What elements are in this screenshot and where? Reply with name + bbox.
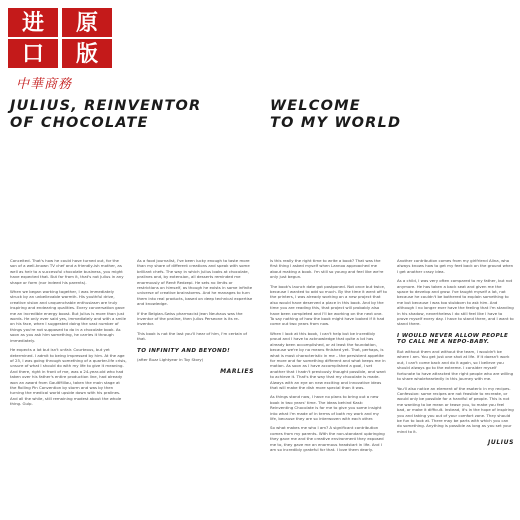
paragraph: As things stand now, I have no plans to bring out a new book in two years' time. The ideas behind Kask: Reinventing Chocolate is for me to give you some insight into what I'm made of in terms of both my work and my life, because they are so interwoven with each other. [270, 394, 382, 421]
paragraph: But without them and without the team, I wouldn't be where I am. You get just one shot at life. If it doesn't work out, I can't come back and do it again, so I believe you should always go to the extreme. I consider myself fortunate to have attracted the right people who are willing to share wholeheartedly in this journey with me. [397, 349, 514, 382]
heading-line: OF CHOCOLATE [10, 115, 149, 131]
heading-line: JULIUS, REINVENTOR [10, 98, 202, 114]
subheading: I WOULD NEVER ALLOW PEOPLE TO CALL ME A NEPO-BABY. [397, 332, 509, 346]
heading-line: TO MY WORLD [270, 115, 402, 131]
logo-char-4: 版 [62, 39, 112, 68]
paragraph: You'll also notice an element of the esoteric in my recipes. Confession: some recipes are not feasible to recreate, or would only be possible for a handful of people. This is not me wanting to be mean or tease you, to make you feel bad, or make it difficult. Instead, it's in the hope of inspiring you and taking you out of your comfort zone. They should be fun to look at. There may be parts with which you can do something. Anything is possible as long as you set your mind to it. [397, 385, 514, 434]
right-column-2 [397, 258, 514, 456]
paragraph: As a child, I was very often compared to my father, but not anymore. He has taken a back seat and given me the space to develop and grow. I've taught myself a lot, not because he couldn't be bothered to explain something to me but because I was too stubborn to ask him. And although I no longer ever have the feeling that I'm standing in his shadow, nevertheless I do still feel like I have to prove myself every day. I have to stand there, and I want to stand there. [397, 278, 514, 327]
paragraph: This book is not the last you'll hear of him, I'm certain of that. [137, 330, 248, 342]
author-signature: JULIUS [488, 439, 514, 447]
paragraph: As a food journalist, I've been lucky enough to taste more than my share of different creations and speak with some brilliant chefs. The way in which Julius looks at chocolate, pralines and, by extension, all desserts reminded me enormously of René Redzepi. He sets no limits or restrictions on himself, as though he exists in some infinite universe of creative brainstorms. And he manages to turn them into real products, based on deep technical expertise and knowledge. [137, 258, 253, 307]
logo-subtitle: 中華商務 [16, 77, 73, 92]
right-page-heading [270, 98, 514, 132]
paragraph: He expects a lot but isn't unfair. Courteous, but yet determined. I admit to being impressed by him. At the age of 25, I was going through something of a quarter-life crisis, unsure of what I should do with my life to give it meaning. And there, right in front of me, was a 24-year-old who had taken over his father's entire production line, had already won an award from GaultMillau, taken the main stage at the Rolling Pin Convention by storm and was by then turning the medical world upside down with his pralines. And all the while, still remaining modest about the whole thing. Gulp. [10, 347, 127, 407]
right-page [270, 98, 514, 498]
paragraph: So what makes me who I am? A significant contribution comes from my parents. With the non-standard upbringing they gave me and the creative environment they exposed me to, they gave me an enormous headstart in life. And I am so incredibly grateful for that. I love them dearly. [270, 425, 385, 452]
logo-char-2: 口 [8, 39, 58, 68]
publisher-logo [8, 8, 112, 92]
left-page-columns [10, 258, 254, 411]
author-signature: MARLIES [220, 367, 254, 375]
heading-line: WELCOME [270, 98, 361, 114]
paragraph: If the Belgian-Swiss pharmacist Jean Neuhaus was the inventor of the praline, then Julius Perseone is its re-inventor. [137, 310, 243, 327]
logo-char-3: 原 [62, 8, 112, 37]
left-column-1 [10, 258, 127, 411]
paragraph: Is this really the right time to write a book? That was the first thing I asked myself when Lannoo approached me about making a book. I'm still so young and feel like we're only just begun. [270, 258, 384, 280]
logo-badge [8, 8, 112, 68]
right-page-columns [270, 258, 514, 456]
subheading: TO INFINITY AND BEYOND! [137, 347, 231, 354]
right-column-1 [270, 258, 387, 456]
paragraph: When I look at this book, I can't help but be incredibly proud and I have to acknowledge that quite a lot has already been accomplished, or at least the foundation, because we're by no means finished yet. That, perhaps, is what is most characteristic in me – the persistent appetite for more and for something different and what keeps me in motion. As soon as I have accomplished a goal, I set another that I hadn't previously thought possible, and want to achieve it. That's the way that my chocolate is made. Always with an eye on new exciting and innovative ideas that will make the dish more special than it was. [270, 330, 386, 390]
paragraph: Conceited. That's how he could have turned out, for the son of a well-known TV chef and a friendly-ish mother, as well as heir to a successful chocolate business, you might have expected that. But far from it, that's not Julius in any shape or form (nor indeed his parents). [10, 258, 124, 285]
left-page-heading [10, 98, 254, 132]
paragraph: The book's launch date got postponed. Not once but twice, because I wanted to add so much. By the time it went off to the printers, I was already working on a new project that also would have deserved a place in this book. And by the time you are reading this, that project will probably also have been completed and I'll be working on the next one. To say nothing of how the book might have looked if it had come out two years from now. [270, 283, 387, 327]
caption: (after Buzz Lightyear in Toy Story) [137, 357, 204, 363]
paragraph: Another contribution comes from my girlfriend Alina, who always knows how to get my feet back on the ground when I get another crazy idea. [397, 258, 514, 274]
left-column-2 [137, 258, 254, 411]
left-page [10, 98, 254, 498]
paragraph: When we began working together, I was immediately struck by an unbelievable warmth. His youthful drive, creative vision and unquenchable enthusiasm are truly inspiring and endearing qualities. Every conversation gave me an incredible energy boost. But Julius is more than just words. He only ever said yes, immediately and with a smile on his face, when I suggested doing the vast number of things you're not supposed to do in a chocolate book. As soon as you ask him something, he carries it through immediately. [10, 289, 126, 343]
logo-char-1: 进 [8, 8, 58, 37]
